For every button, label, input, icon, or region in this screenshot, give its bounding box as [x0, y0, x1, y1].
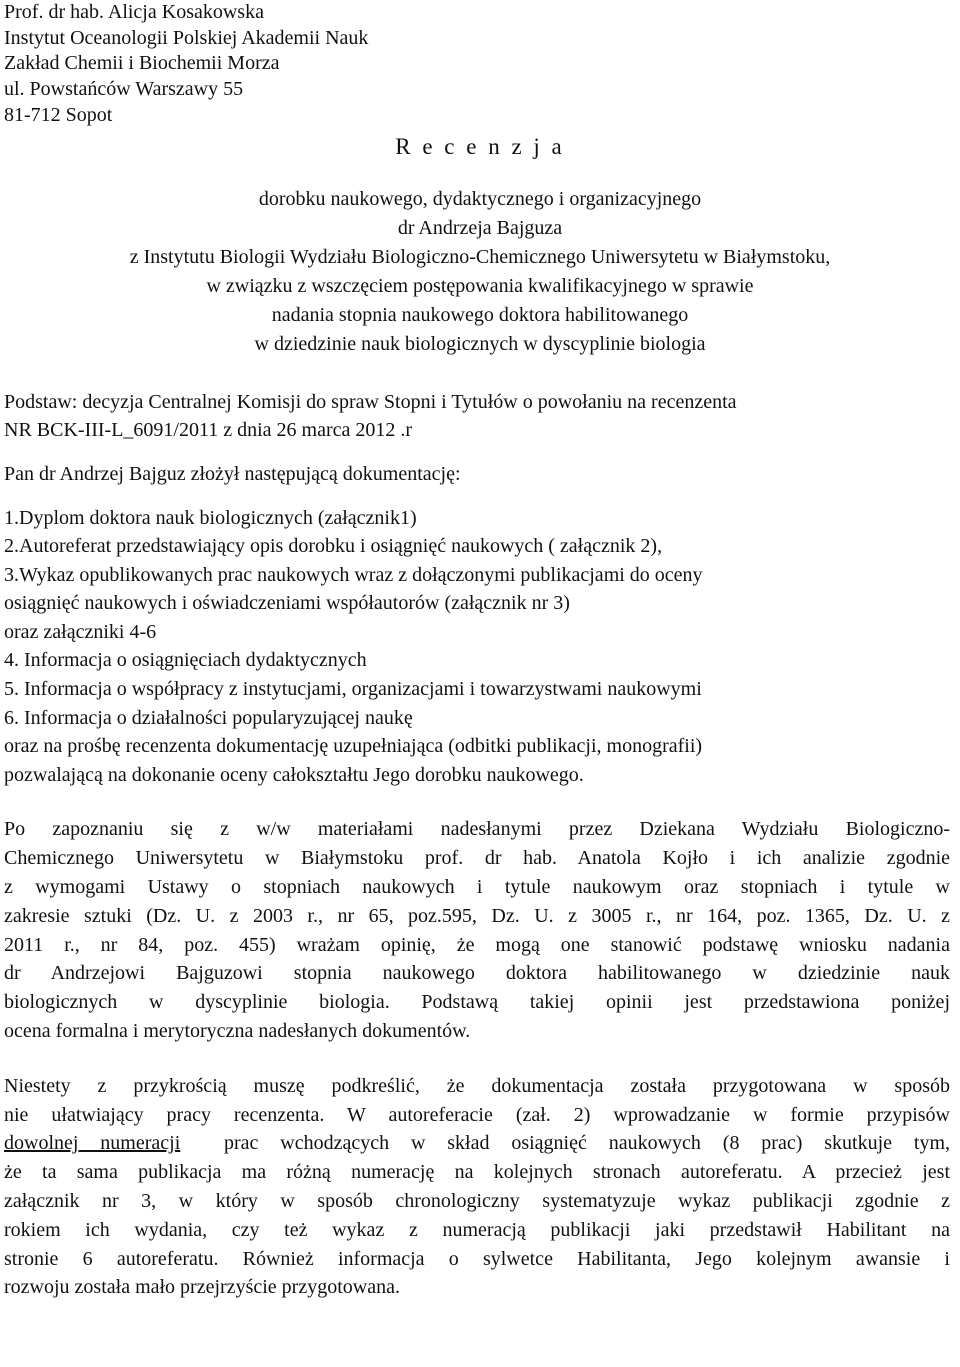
legal-basis — [4, 388, 956, 444]
subject-line: dorobku naukowego, dydaktycznego i organizacyjnego — [258, 187, 702, 210]
opinion-paragraph — [4, 815, 956, 1045]
list-item: osiągnięć naukowych i oświadczeniami współautorów (załącznik nr 3) — [4, 592, 570, 615]
reviewer-address-block — [4, 0, 956, 129]
subject-line: z Instytutu Biologii Wydziału Biologiczno-Chemicznego Uniwersytetu w Białymstoku, — [129, 245, 831, 268]
basis-line: Podstaw: decyzja Centralnej Komisji do spraw Stopni i Tytułów o powołaniu na recenzenta — [4, 390, 737, 413]
subject-line: w dziedzinie nauk biologicznych w dyscyplinie biologia — [254, 332, 706, 355]
list-item: 2.Autoreferat przedstawiający opis dorobku i osiągnięć naukowych ( załącznik 2), — [4, 535, 663, 558]
paragraph-line: zakresie sztuki (Dz. U. z 2003 r., nr 65, poz.595, Dz. U. z 3005 r., nr 164, poz. 1365, Dz. U. z — [4, 904, 950, 927]
documentation-list — [4, 504, 956, 790]
underlined-phrase: dowolnej numeracji — [4, 1132, 181, 1155]
paragraph-line: rokiem ich wydania, czy też wykaz z numeracją publikacji jaki przedstawił Habilitant na — [4, 1218, 950, 1241]
paragraph-line: że ta sama publikacja ma różną numerację na kolejnych stronach autoreferatu. A przecież jest — [4, 1161, 950, 1184]
list-item: 6. Informacja o działalności popularyzującej naukę — [4, 706, 413, 729]
paragraph-line: Chemicznego Uniwersytetu w Białymstoku prof. dr hab. Anatola Kojło i ich analizie zgodnie — [4, 847, 950, 870]
line-rest: prac wchodzących w skład osiągnięć naukowych (8 prac) skutkuje tym, — [180, 1132, 950, 1155]
review-subject — [4, 185, 956, 359]
institute-name: Instytut Oceanologii Polskiej Akademii Nauk — [4, 26, 369, 49]
documentation-intro: Pan dr Andrzej Bajguz złożył następującą dokumentację: — [4, 462, 461, 485]
reviewer-name: Prof. dr hab. Alicja Kosakowska — [4, 1, 264, 23]
list-item: 4. Informacja o osiągnięciach dydaktycznych — [4, 649, 367, 672]
street-address: ul. Powstańców Warszawy 55 — [4, 78, 244, 101]
paragraph-line: rozwoju została mało przejrzyście przygotowana. — [4, 1276, 400, 1299]
document-title: R e c e n z j a — [395, 133, 565, 159]
basis-line: NR BCK-III-L_6091/2011 z dnia 26 marca 2012 .r — [4, 418, 413, 441]
paragraph-line: dr Andrzejowi Bajguzowi stopnia naukowego doktora habilitowanego w dziedzinie nauk — [4, 962, 950, 985]
postal-city: 81-712 Sopot — [4, 103, 113, 126]
subject-line: nadania stopnia naukowego doktora habilitowanego — [271, 303, 689, 326]
paragraph-line: z wymogami Ustawy o stopniach naukowych i tytule naukowym oraz stopniach i tytule w — [4, 876, 950, 899]
list-item: oraz załączniki 4-6 — [4, 620, 157, 643]
list-item: 5. Informacja o współpracy z instytucjami, organizacjami i towarzystwami naukowymi — [4, 678, 702, 701]
list-item: 1.Dyplom doktora nauk biologicznych (załącznik1) — [4, 506, 417, 529]
paragraph-line-with-underline — [4, 1129, 950, 1158]
paragraph-line: 2011 r., nr 84, poz. 455) wrażam opinię, że mogą one stanowić podstawę wniosku nadania — [4, 933, 950, 956]
subject-line: w związku z wszczęciem postępowania kwalifikacyjnego w sprawie — [206, 274, 754, 297]
subject-line: dr Andrzeja Bajguza — [397, 216, 563, 239]
list-item: oraz na prośbę recenzenta dokumentację uzupełniająca (odbitki publikacji, monografii) — [4, 735, 703, 758]
paragraph-line: stronie 6 autoreferatu. Również informacja o sylwetce Habilitanta, Jego kolejnym awansie i — [4, 1247, 950, 1270]
paragraph-line: załącznik nr 3, w który w sposób chronologiczny systematyzuje wykaz publikacji zgodnie z — [4, 1190, 950, 1213]
list-item: 3.Wykaz opublikowanych prac naukowych wraz z dołączonymi publikacjami do oceny — [4, 563, 703, 586]
paragraph-line: ocena formalna i merytoryczna nadesłanych dokumentów. — [4, 1020, 471, 1043]
list-item: pozwalającą na dokonanie oceny całokształtu Jego dorobku naukowego. — [4, 763, 584, 786]
paragraph-line: nie ułatwiający pracy recenzenta. W autoreferacie (zał. 2) wprowadzanie w formie przypisów — [4, 1103, 950, 1126]
department-name: Zakład Chemii i Biochemii Morza — [4, 52, 280, 75]
paragraph-line: Po zapoznaniu się z w/w materiałami nadesłanymi przez Dziekana Wydziału Biologiczno- — [4, 818, 950, 841]
criticism-paragraph — [4, 1072, 956, 1302]
paragraph-line: Niestety z przykrością muszę podkreślić, że dokumentacja została przygotowana w sposób — [4, 1074, 950, 1097]
paragraph-line: biologicznych w dyscyplinie biologia. Podstawą takiej opinii jest przedstawiona poniżej — [4, 991, 950, 1014]
